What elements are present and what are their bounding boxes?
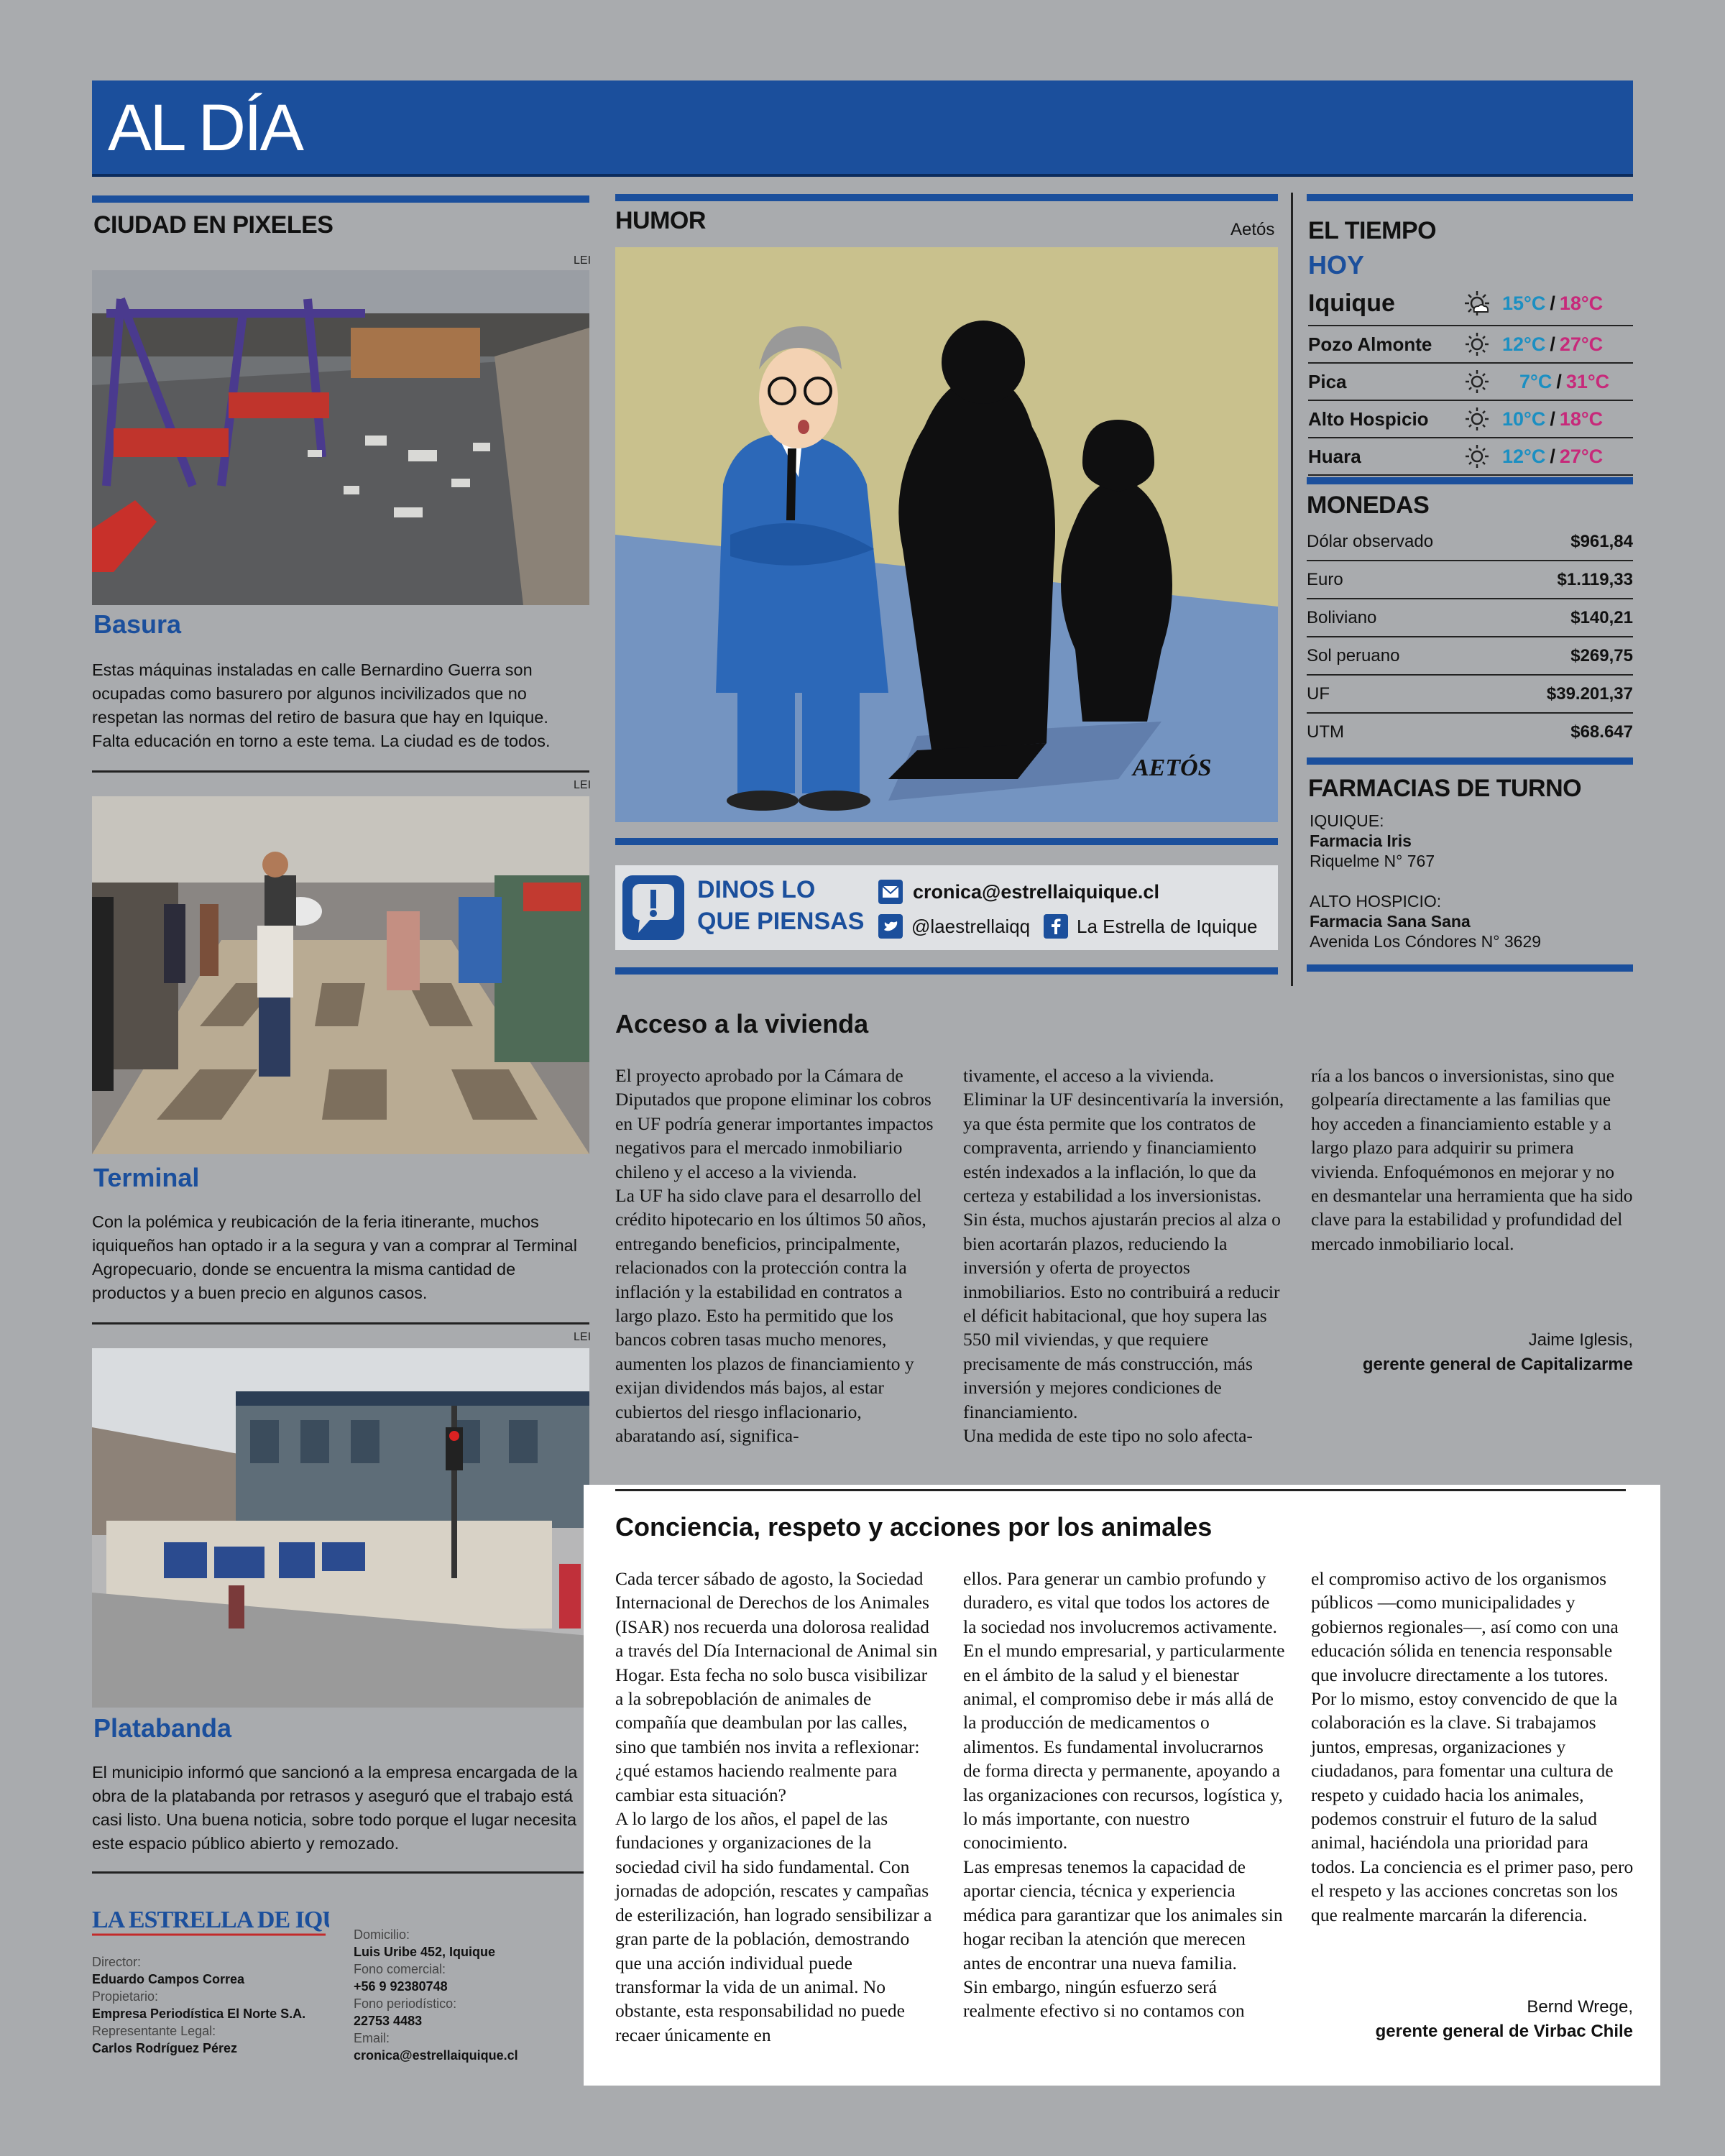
currency-name: Sol peruano: [1307, 645, 1400, 665]
facebook-contact[interactable]: [1044, 914, 1258, 939]
legal-label: Representante Legal:: [92, 2024, 216, 2038]
currency-name: Euro: [1307, 569, 1343, 589]
pharmacy-city: IQUIQUE:: [1310, 811, 1384, 830]
dinos-top-bar: [615, 838, 1278, 845]
currency-name: Boliviano: [1307, 607, 1377, 627]
money-row: [1307, 637, 1633, 676]
facebook-page[interactable]: La Estrella de Iquique: [1077, 915, 1258, 937]
caption-text: Con la polémica y reubicación de la feria itinerante, muchos iquiqueños han optado ir a la segura y van a comprar al Terminal Agropecuario, donde se encuentra la misma cantidad de productos y a buen precio en algunos casos.: [92, 1212, 577, 1302]
feedback-title: [697, 874, 864, 937]
article-signature: [1308, 1995, 1633, 2044]
section-title: AL DÍA: [108, 91, 303, 165]
pharmacy-top-bar: [1307, 757, 1633, 765]
staff-left: [92, 1953, 329, 2057]
facebook-icon: [1044, 914, 1068, 939]
caption-text: El municipio informó que sancionó a la empresa encargada de la obra de la platabanda por retrasos y aseguró que el trabajo está casi listo. Una buena noticia, sobre todo porque el lugar necesita este espacio público abierto y remozado.: [92, 1763, 578, 1853]
envelope-icon: [878, 880, 903, 904]
weather-row: Pozo Almonte 12°C / 27°C: [1308, 326, 1633, 364]
weather-row: Alto Hospicio 10°C / 18°C: [1308, 401, 1633, 438]
twitter-handle[interactable]: @laestrellaiqq: [911, 915, 1031, 937]
pharmacy-entry: [1310, 811, 1435, 871]
currency-value: $68.647: [1570, 722, 1633, 742]
pharmacy-title: FARMACIAS DE TURNO: [1308, 775, 1582, 802]
weather-min: 12°C: [1502, 445, 1546, 467]
dinos-bottom-bar: [615, 967, 1278, 975]
photo-terminal: [92, 796, 589, 1154]
feedback-email[interactable]: cronica@estrellaiquique.cl: [913, 880, 1159, 903]
section-banner: [92, 80, 1633, 177]
pharmacy-address: Riquelme N° 767: [1310, 852, 1435, 870]
currency-value: $1.119,33: [1557, 569, 1633, 589]
humor-author: Aetós: [1230, 220, 1275, 239]
article-headline: Acceso a la vivienda: [615, 1009, 869, 1038]
pharmacy-name: Farmacia Sana Sana: [1310, 912, 1471, 931]
weather-max: 27°C: [1559, 333, 1604, 355]
email-label: Email:: [354, 2031, 390, 2045]
pixeles-top-bar: [92, 195, 589, 203]
currency-name: UTM: [1307, 722, 1344, 742]
weather-city: Huara: [1308, 445, 1361, 467]
weather-city: Pica: [1308, 370, 1347, 392]
cartoon-signature: AETÓS: [1133, 755, 1212, 781]
humor-top-bar: [615, 194, 1278, 201]
pixeles-title: CIUDAD EN PIXELES: [93, 211, 334, 239]
sun-icon: [1452, 443, 1502, 469]
weather-row: Huara 12°C / 27°C: [1308, 438, 1633, 476]
newsroom-phone: 22753 4483: [354, 2014, 423, 2028]
photo-basura: [92, 270, 589, 605]
currency-value: $961,84: [1570, 531, 1633, 551]
divider: [92, 1322, 589, 1325]
commercial-label: Fono comercial:: [354, 1962, 446, 1976]
vertical-divider: [1291, 193, 1293, 986]
pharmacy-name: Farmacia Iris: [1310, 831, 1412, 850]
article-column: ellos. Para generar un cambio profundo y duradero, es vital que todos los actores de la sociedad nos involucremos activamente. En el mundo empresarial, y particularmente en el ámbito de la salud y el bienestar animal, el compromiso debe ir más allá de la producción de medicamentos o alimentos. Es fundamental involucrarnos de forma directa y permanente, apoyando a las organizaciones con recursos, logística y, lo más importante, con nuestro conocimiento. Las empresas tenemos la capacidad de aportar ciencia, técnica y experiencia médica para garantizar que los animales sin hogar reciban la atención que merecen antes de encontrar una nueva familia. Sin embargo, ningún esfuerzo será realmente efectivo si no contamos con: [963, 1568, 1285, 2022]
photo-credit: LEI: [574, 1331, 592, 1343]
money-row: [1307, 561, 1633, 599]
logo-text: LA ESTRELLA DE IQ: [92, 1907, 323, 1933]
money-title: MONEDAS: [1307, 492, 1430, 519]
weather-max: 18°C: [1559, 292, 1604, 314]
weather-city: Alto Hospicio: [1308, 407, 1429, 430]
twitter-icon: [878, 914, 903, 939]
owner-label: Propietario:: [92, 1989, 159, 2004]
weather-city: Pozo Almonte: [1308, 333, 1432, 355]
staff-email-link[interactable]: cronica@estrellaiquique.cl: [354, 2048, 518, 2063]
money-row: [1307, 676, 1633, 714]
author-name: Bernd Wrege,: [1527, 1997, 1633, 2017]
author-name: Jaime Iglesis,: [1528, 1330, 1633, 1350]
divider: [92, 1871, 589, 1874]
currency-value: $39.201,37: [1546, 683, 1633, 704]
pharmacy-entry: [1310, 891, 1541, 952]
article-column: Cada tercer sábado de agosto, la Sociedad Internacional de Derechos de los Animales (ISAR) nos recuerda una dolorosa realidad a través del Día Internacional de Animal sin Hogar. Esta fecha no solo busca visibilizar a la sobrepoblación de animales de compañía que deambulan por las calles, sino que también nos invita a reflexionar: ¿qué estamos haciendo realmente para cambiar esta situación? A lo largo de los años, el papel de las fundaciones y organizaciones de la sociedad civil ha sido fundamental. Con jornadas de adopción, rescates y campañas de esterilización, han logrado sensibilizar a gran parte de la población, demostrando que una acción individual puede transformar la vida de un animal. No obstante, esta responsabilidad no puede recaer únicamente en: [615, 1568, 938, 2045]
weather-top-bar: [1307, 194, 1633, 201]
money-row: [1307, 714, 1633, 750]
director-name: Eduardo Campos Correa: [92, 1972, 245, 1986]
sun-icon: [1452, 331, 1502, 357]
pharmacy-city: ALTO HOSPICIO:: [1310, 892, 1442, 911]
staff-right: [354, 1926, 591, 2064]
weather-title: EL TIEMPO: [1308, 217, 1437, 244]
twitter-contact[interactable]: [878, 914, 1030, 939]
address-value: Luis Uribe 452, Iquique: [354, 1945, 496, 1959]
pharmacy-bottom-bar: [1307, 964, 1633, 972]
humor-title: HUMOR: [615, 207, 706, 234]
weather-min: 7°C: [1519, 370, 1552, 392]
currency-value: $269,75: [1570, 645, 1633, 665]
article-headline: Conciencia, respeto y acciones por los animales: [615, 1512, 1213, 1542]
weather-min: 10°C: [1502, 407, 1546, 430]
weather-subtitle: HOY: [1308, 250, 1365, 280]
commercial-phone: +56 9 92380748: [354, 1979, 448, 1994]
weather-min: 12°C: [1502, 333, 1546, 355]
money-row: [1307, 523, 1633, 561]
weather-min: 15°C: [1502, 292, 1546, 314]
weather-max: 31°C: [1565, 370, 1610, 392]
address-label: Domicilio:: [354, 1927, 410, 1942]
caption-title: Basura: [93, 609, 182, 639]
weather-max: 27°C: [1559, 445, 1604, 467]
caption-text: Estas máquinas instaladas en calle Bernardino Guerra son ocupadas como basurero por algunos incivilizados que no respetan las normas del retiro de basura que hay en Iquique. Falta educación en torno a este tema. La ciudad es de todos.: [92, 660, 551, 750]
sun-icon: [1452, 369, 1502, 395]
owner-name: Empresa Periodística El Norte S.A.: [92, 2007, 306, 2021]
pharmacy-address: Avenida Los Cóndores N° 3629: [1310, 932, 1542, 951]
money-row: [1307, 599, 1633, 637]
currency-name: UF: [1307, 683, 1330, 704]
photo-credit: LEI: [574, 779, 592, 791]
sun-cloud-icon: [1452, 289, 1502, 318]
weather-city: Iquique: [1308, 289, 1395, 317]
photo-credit: LEI: [574, 254, 592, 267]
money-table: [1307, 523, 1633, 750]
weather-table: [1308, 282, 1633, 476]
currency-name: Dólar observado: [1307, 531, 1434, 551]
caption-title: Terminal: [93, 1163, 200, 1192]
photo-platabanda: [92, 1348, 589, 1708]
article-column: ría a los bancos o inversionistas, sino que golpearía directamente a las familias que hoy acceden a financiamiento estable y a largo plazo para adquirir su primera vivienda. Enfoquémonos en mejorar y no en desmantelar una herramienta que ha sido clave para la estabilidad y profundidad del mercado inmobiliario local.: [1311, 1065, 1633, 1254]
director-label: Director:: [92, 1955, 142, 1969]
weather-row-main: Iquique 15°C / 18°C: [1308, 282, 1633, 326]
exclamation-icon: [622, 875, 684, 940]
divider: [92, 770, 589, 773]
article-signature: [1308, 1328, 1633, 1377]
author-role: gerente general de Capitalizarme: [1362, 1355, 1633, 1374]
article-box-divider: [615, 1489, 1626, 1491]
article-column: el compromiso activo de los organismos públicos —como municipalidades y gobiernos regionales—, así como con una educación sólida en tenencia responsable que involucre directamente a los tutores. Por lo mismo, estoy convencido de que la colaboración es la clave. Si trabajamos juntos, empresas, organizaciones y ciudadanos, para fomentar una cultura de respeto y cuidado hacia los animales, podemos construir el futuro de la salud animal, haciéndola una prioridad para todos. La conciencia es el primer paso, pero el respeto y las acciones concretas son los que realmente marcarán la diferencia.: [1311, 1568, 1634, 1925]
currency-value: $140,21: [1570, 607, 1633, 627]
legal-name: Carlos Rodríguez Pérez: [92, 2041, 238, 2055]
author-role: gerente general de Virbac Chile: [1375, 2022, 1633, 2041]
sun-icon: [1452, 406, 1502, 432]
newspaper-logo: [92, 1897, 329, 1940]
humor-cartoon: [615, 247, 1278, 822]
article-column: tivamente, el acceso a la vivienda. Eliminar la UF desincentivaría la inversión, ya que ésta permite que los contratos de compraventa, arriendo y financiamiento estén indexados a la inflación, lo que da certeza y estabilidad a los inversionistas. Sin ésta, muchos ajustarán precios al alza o bien acortarán plazos, reduciendo la inversión y oferta de proyectos inmobiliarios. Esto no contribuirá a reducir el déficit habitacional, que hoy supera las 550 mil viviendas, y que requiere precisamente de más construcción, más inversión y mejores condiciones de financiamiento. Una medida de este tipo no solo afecta-: [963, 1065, 1284, 1447]
article-column: El proyecto aprobado por la Cámara de Diputados que propone eliminar los cobros en UF podría generar importantes impactos negativos para el mercado inmobiliario chileno y el acceso a la vivienda. La UF ha sido clave para el desarrollo del crédito hipotecario en los últimos 50 años, entregando beneficios, principalmente, relacionados con la protección contra la inflación y la estabilidad en contratos a largo plazo. Esto ha permitido que los bancos cobren tasas mucho menores, aumenten los plazos de financiamiento y exijan dividendos más bajos, al estar cubiertos del riesgo inflacionario, abaratando así, significa-: [615, 1065, 934, 1447]
caption-title: Platabanda: [93, 1713, 232, 1743]
newsroom-label: Fono periodístico:: [354, 1996, 457, 2011]
feedback-title-line2: QUE PIENSAS: [697, 908, 865, 935]
feedback-box: [615, 865, 1278, 950]
feedback-title-line1: DINOS LO: [697, 876, 816, 903]
money-top-bar: [1307, 477, 1633, 484]
weather-max: 18°C: [1559, 407, 1604, 430]
weather-row: Pica 7°C / 31°C: [1308, 364, 1633, 401]
email-contact[interactable]: [878, 880, 1159, 904]
